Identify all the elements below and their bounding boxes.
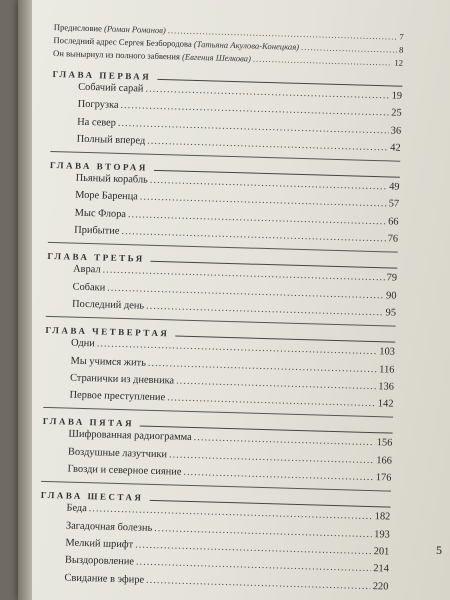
entry-author: (Роман Романов) bbox=[103, 23, 166, 36]
page-number: 5 bbox=[436, 543, 442, 557]
entry-author: (Татьяна Акулова-Конецкая) bbox=[193, 38, 300, 52]
entry-page: 36 bbox=[390, 125, 402, 137]
entry-title: Собаки bbox=[72, 281, 106, 294]
entry-title: Полный вперед bbox=[76, 133, 146, 147]
entry-page: 103 bbox=[379, 346, 396, 358]
chapter-heading: ГЛАВА ВТОРАЯ bbox=[50, 158, 400, 182]
entry-page: 166 bbox=[376, 454, 393, 467]
chapter-1 bbox=[50, 67, 402, 162]
entry-page: 25 bbox=[391, 107, 402, 120]
leader-dots bbox=[301, 42, 397, 55]
chapter-4 bbox=[43, 323, 395, 418]
entry-page: 12 bbox=[394, 57, 404, 68]
table-of-contents bbox=[38, 22, 404, 598]
entry-title: Мы учимся жить bbox=[70, 355, 147, 369]
entry-title: Пьяный корабль bbox=[75, 172, 148, 186]
chapter-heading: ГЛАВА ПЕРВАЯ bbox=[52, 67, 402, 91]
entry-title: Предисловие bbox=[53, 22, 103, 34]
entry-page: 90 bbox=[385, 290, 397, 302]
entry-page: 182 bbox=[374, 511, 391, 523]
chapter-6 bbox=[38, 488, 391, 598]
entry-title: Мыс Флора bbox=[74, 207, 127, 220]
entry-title: Свидание в эфире bbox=[64, 572, 145, 586]
entry-title: Последний адрес Сергея Безбородова bbox=[53, 34, 192, 49]
entry-page: 142 bbox=[377, 398, 394, 410]
entry-title: Загадочная болезнь bbox=[65, 520, 153, 534]
entry-page: 79 bbox=[386, 272, 398, 285]
entry-title: Странички из дневника bbox=[69, 372, 175, 387]
entry-title: Он вынырнул из полного забвения bbox=[52, 47, 181, 62]
entry-title: Последний день bbox=[71, 298, 145, 312]
entry-page: 49 bbox=[388, 181, 400, 193]
entry-page: 95 bbox=[385, 307, 397, 319]
entry-author: (Евгения Шелкова) bbox=[181, 51, 252, 64]
entry-page: 7 bbox=[399, 31, 404, 42]
entry-page: 42 bbox=[390, 142, 401, 154]
entry-title: Собачий сарай bbox=[78, 81, 144, 95]
entry-page: 220 bbox=[372, 580, 389, 593]
entry-page: 214 bbox=[373, 563, 390, 575]
entry-title: Море Баренца bbox=[75, 190, 138, 203]
entry-title: На север bbox=[77, 116, 117, 129]
entry-title: Прибытие bbox=[74, 224, 120, 237]
chapter-heading: ГЛАВА ПЯТАЯ bbox=[43, 414, 393, 438]
entry-title: Гвозди и северное сияние bbox=[67, 463, 182, 478]
chapter-heading: ГЛАВА ШЕСТАЯ bbox=[41, 488, 391, 512]
entry-title: Погрузка bbox=[77, 98, 119, 112]
entry-title: Выздоровление bbox=[64, 554, 135, 568]
chapter-2 bbox=[48, 158, 400, 253]
entry-page: 8 bbox=[398, 44, 404, 55]
book-spine-shadow bbox=[18, 0, 32, 600]
chapter-3 bbox=[46, 249, 398, 327]
entry-page: 201 bbox=[373, 546, 390, 558]
entry-page: 66 bbox=[388, 216, 399, 228]
entry-title: Беда bbox=[66, 502, 87, 515]
entry-title: Шифрованная радиограмма bbox=[68, 429, 192, 444]
chapter-heading: ГЛАВА ЧЕТВЕРТАЯ bbox=[45, 323, 395, 347]
entry-page: 156 bbox=[376, 437, 393, 450]
entry-title: Аврал bbox=[72, 264, 101, 276]
book-page bbox=[18, 0, 450, 600]
entry-title: Первое преступление bbox=[69, 389, 166, 404]
front-matter bbox=[53, 22, 404, 71]
entry-page: 136 bbox=[378, 381, 395, 393]
entry-page: 193 bbox=[374, 528, 390, 541]
chapter-heading: ГЛАВА ТРЕТЬЯ bbox=[47, 249, 397, 273]
entry-title: Воздушные лазутчики bbox=[67, 446, 168, 461]
entry-page: 176 bbox=[375, 472, 392, 484]
entry-page: 57 bbox=[388, 198, 400, 211]
entry-title: Одни bbox=[70, 337, 95, 350]
entry-page: 76 bbox=[387, 233, 399, 245]
entry-page: 116 bbox=[379, 363, 395, 376]
entry-title: Мелкий шрифт bbox=[65, 537, 134, 551]
chapter-5 bbox=[41, 414, 393, 492]
entry-page: 19 bbox=[391, 90, 403, 102]
